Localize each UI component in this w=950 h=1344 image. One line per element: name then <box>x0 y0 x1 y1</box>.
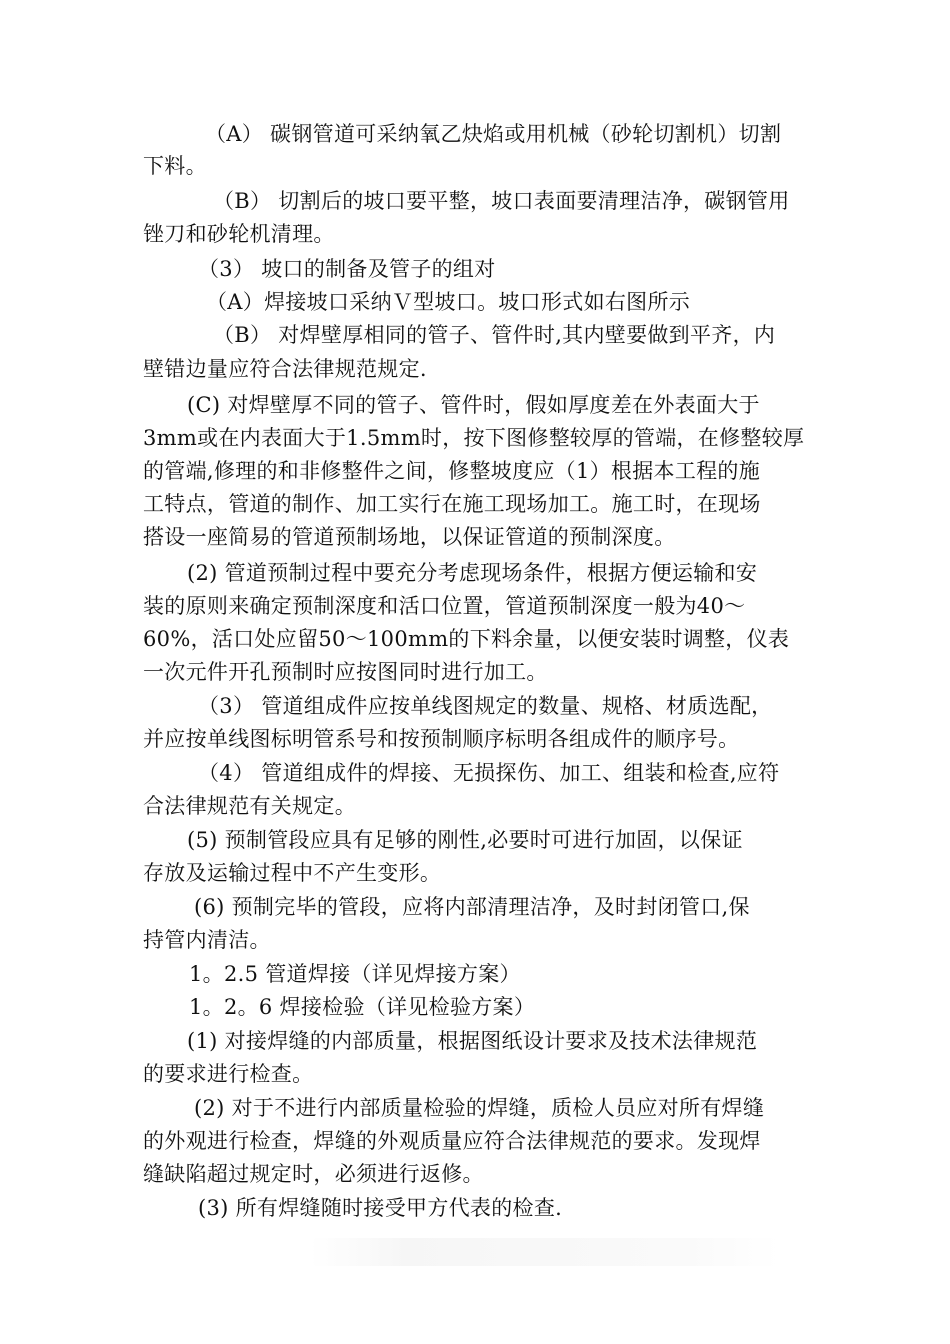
paragraph-line: (3) 所有焊缝随时接受甲方代表的检查. <box>198 1196 563 1220</box>
paragraph-line: 一次元件开孔预制时应按图同时进行加工。 <box>143 660 548 684</box>
paragraph-line: （4） 管道组成件的焊接、无损探伤、加工、组装和检查,应符 <box>198 761 780 785</box>
paragraph-line: (2) 管道预制过程中要充分考虑现场条件，根据方便运输和安 <box>187 561 758 585</box>
paragraph-line: 的管端,修理的和非修整件之间，修整坡度应（1）根据本工程的施 <box>143 459 761 483</box>
paragraph-line: （3） 坡口的制备及管子的组对 <box>198 257 496 281</box>
paragraph-line: 工特点，管道的制作、加工实行在施工现场加工。施工时，在现场 <box>143 492 761 516</box>
paragraph-line: 持管内清洁。 <box>143 928 271 952</box>
paragraph-line: (1) 对接焊缝的内部质量，根据图纸设计要求及技术法律规范 <box>187 1029 758 1053</box>
faint-watermark <box>310 1238 780 1266</box>
paragraph-line: (2) 对于不进行内部质量检验的焊缝，质检人员应对所有焊缝 <box>194 1096 765 1120</box>
paragraph-line: 下料。 <box>143 154 207 178</box>
paragraph-line: （A）焊接坡口采纳Ｖ型坡口。坡口形式如右图所示 <box>206 290 691 314</box>
paragraph-line: 60%，活口处应留50～100mm的下料余量，以便安装时调整，仪表 <box>143 627 790 651</box>
paragraph-line: 存放及运输过程中不产生变形。 <box>143 861 442 885</box>
paragraph-line: 并应按单线图标明管系号和按预制顺序标明各组成件的顺序号。 <box>143 727 740 751</box>
paragraph-line: 合法律规范有关规定。 <box>143 794 356 818</box>
paragraph-line: 搭设一座简易的管道预制场地，以保证管道的预制深度。 <box>143 525 676 549</box>
paragraph-line: 的要求进行检查。 <box>143 1062 314 1086</box>
paragraph-line: 缝缺陷超过规定时，必须进行返修。 <box>143 1162 484 1186</box>
paragraph-line: （A） 碳钢管道可采纳氧乙炔焰或用机械（砂轮切割机）切割 <box>205 122 782 146</box>
paragraph-line: （B） 切割后的坡口要平整，坡口表面要清理洁净，碳钢管用 <box>213 189 790 213</box>
paragraph-line: （3） 管道组成件应按单线图规定的数量、规格、材质选配， <box>198 694 773 718</box>
paragraph-line: 壁错边量应符合法律规范规定. <box>143 357 427 381</box>
section-heading: 1。2.5 管道焊接（详见焊接方案） <box>189 962 521 986</box>
paragraph-line: （B） 对焊壁厚相同的管子、管件时,其内壁要做到平齐，内 <box>213 323 776 347</box>
paragraph-line: (6) 预制完毕的管段，应将内部清理洁净，及时封闭管口,保 <box>194 895 750 919</box>
section-heading: 1。2。6 焊接检验（详见检验方案） <box>189 995 536 1019</box>
paragraph-line: 锉刀和砂轮机清理。 <box>143 222 335 246</box>
paragraph-line: 的外观进行检查，焊缝的外观质量应符合法律规范的要求。发现焊 <box>143 1129 761 1153</box>
paragraph-line: (C) 对焊壁厚不同的管子、管件时，假如厚度差在外表面大于 <box>187 393 760 417</box>
paragraph-line: (5) 预制管段应具有足够的刚性,必要时可进行加固，以保证 <box>187 828 743 852</box>
paragraph-line: 3mm或在内表面大于1.5mm时，按下图修整较厚的管端，在修整较厚 <box>143 426 805 450</box>
paragraph-line: 装的原则来确定预制深度和活口位置，管道预制深度一般为40～ <box>143 594 746 618</box>
